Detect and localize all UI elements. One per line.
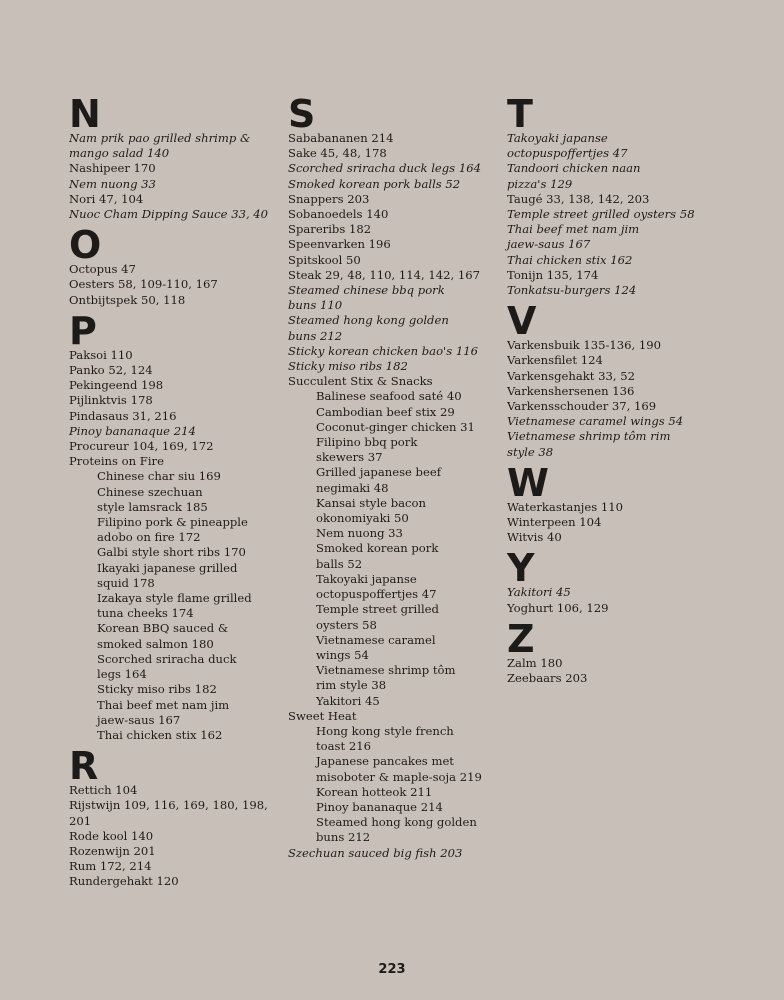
index-subentry: Galbi style short ribs 170: [97, 545, 246, 560]
index-entry: Rijstwijn 109, 116, 169, 180, 198,: [69, 798, 268, 813]
index-subentry: Vietnamese shrimp tôm: [316, 663, 456, 678]
index-subentry: Cambodian beef stix 29: [316, 404, 455, 419]
index-subentry: adobo on fire 172: [97, 530, 201, 545]
index-section-p: [69, 308, 284, 743]
section-letter: V: [507, 299, 536, 344]
index-subentry: Chinese char siu 169: [97, 469, 221, 484]
index-entry: Nori 47, 104: [69, 191, 144, 206]
index-subentry: jaew-saus 167: [97, 712, 181, 727]
index-subentry: Japanese pancakes met: [316, 754, 454, 769]
index-entry: Pinoy bananaque 214: [69, 423, 196, 438]
index-entry: Pijlinktvis 178: [69, 393, 153, 408]
index-subentry: Balinese seafood saté 40: [316, 389, 462, 404]
index-section-z: [507, 616, 722, 686]
index-entry: pizza's 129: [507, 176, 573, 191]
index-entry: Varkenshersenen 136: [507, 383, 635, 398]
index-entry: Taugé 33, 138, 142, 203: [507, 191, 650, 206]
index-entry: Sticky miso ribs 182: [288, 359, 408, 374]
index-section-y: [507, 546, 722, 615]
index-entry: Witvis 40: [507, 530, 562, 545]
index-entry: Vietnamese shrimp tôm rim: [507, 429, 671, 444]
index-subentry: Scorched sriracha duck: [97, 651, 237, 666]
index-subentry: octopuspoffertjes 47: [316, 587, 437, 602]
index-subentry: style lamsrack 185: [97, 499, 208, 514]
index-entry: Temple street grilled oysters 58: [507, 207, 695, 222]
index-section-s: [288, 92, 503, 861]
index-entry: Panko 52, 124: [69, 363, 153, 378]
index-entry: Nem nuong 33: [69, 176, 156, 191]
index-entry: Winterpeen 104: [507, 515, 602, 530]
page-number: 223: [378, 962, 406, 977]
section-letter: T: [507, 92, 532, 136]
index-subentry: misoboter & maple-soja 219: [316, 769, 482, 784]
section-letter: W: [507, 460, 548, 505]
index-subentry: Filipino pork & pineapple: [97, 515, 248, 530]
index-entry: Octopus 47: [69, 262, 136, 277]
index-subentry: balls 52: [316, 556, 363, 571]
index-entry: Procureur 104, 169, 172: [69, 439, 214, 454]
index-entry: Tonkatsu-burgers 124: [507, 283, 637, 298]
index-entry: Tandoori chicken naan: [507, 161, 641, 176]
index-entry: Varkensfilet 124: [507, 353, 603, 368]
index-column-1: [69, 92, 284, 894]
index-entry: Varkensbuik 135-136, 190: [507, 338, 662, 353]
index-column-3: [507, 92, 722, 690]
section-letter: O: [69, 223, 101, 268]
index-subentry: Steamed hong kong golden: [316, 815, 477, 830]
index-subentry: smoked salmon 180: [97, 636, 214, 651]
index-entry: style 38: [507, 444, 554, 459]
section-letter: N: [69, 92, 100, 136]
index-subentry: Izakaya style flame grilled: [97, 591, 252, 606]
index-subentry: Korean BBQ sauced &: [97, 621, 229, 636]
index-entry: buns 212: [288, 328, 343, 343]
index-section-o: [69, 223, 284, 308]
index-subentry: squid 178: [97, 575, 155, 590]
index-entry: Pekingeend 198: [69, 378, 164, 393]
index-entry: Steamed hong kong golden: [288, 313, 449, 328]
index-entry: Zalm 180: [507, 655, 563, 670]
index-subentry: Yakitori 45: [316, 693, 380, 708]
index-subentry: tuna cheeks 174: [97, 606, 194, 621]
index-entry: Rode kool 140: [69, 828, 154, 843]
index-entry: Nam prik pao grilled shrimp &: [69, 131, 251, 145]
index-subentry: Smoked korean pork: [316, 541, 439, 556]
index-entry: Vietnamese caramel wings 54: [507, 414, 684, 429]
index-section-v: [507, 299, 722, 460]
index-entry: Tonijn 135, 174: [507, 267, 599, 282]
index-entry: Zeebaars 203: [507, 671, 588, 686]
index-subentry: Pinoy bananaque 214: [316, 799, 443, 814]
index-subentry: rim style 38: [316, 678, 387, 693]
index-subentry: Takoyaki japanse: [316, 571, 417, 586]
index-entry: Thai beef met nam jim: [507, 222, 640, 237]
index-subentry: skewers 37: [316, 450, 383, 465]
index-section-t: [507, 92, 722, 298]
index-entry: Sake 45, 48, 178: [288, 146, 387, 161]
index-entry: Steamed chinese bbq pork: [288, 283, 445, 298]
index-subentry: Filipino bbq pork: [316, 435, 418, 450]
index-section-w: [507, 460, 722, 546]
index-entry: Sobanoedels 140: [288, 207, 389, 222]
index-entry: buns 110: [288, 298, 343, 313]
section-letter: Y: [507, 546, 534, 591]
index-entry: Nuoc Cham Dipping Sauce 33, 40: [69, 207, 269, 222]
index-subentry: Nem nuong 33: [316, 526, 403, 541]
index-entry: Waterkastanjes 110: [507, 499, 624, 514]
index-entry: Scorched sriracha duck legs 164: [288, 161, 481, 176]
index-subentry: toast 216: [316, 739, 371, 754]
section-letter: Z: [507, 616, 534, 661]
index-entry: Rum 172, 214: [69, 859, 152, 874]
index-entry: Rettich 104: [69, 783, 138, 798]
section-letter: P: [69, 308, 96, 353]
index-entry: Takoyaki japanse: [507, 131, 608, 145]
index-entry: Speenvarken 196: [288, 237, 391, 252]
index-section-n: [69, 92, 284, 222]
index-subentry: Thai beef met nam jim: [97, 697, 230, 712]
index-subentry: legs 164: [97, 667, 147, 682]
index-subentry: Vietnamese caramel: [316, 632, 436, 647]
index-entry: Proteins on Fire: [69, 454, 164, 469]
index-subentry: Coconut-ginger chicken 31: [316, 419, 475, 434]
index-subentry: Sticky miso ribs 182: [97, 682, 217, 697]
index-entry: Varkensgehakt 33, 52: [507, 368, 635, 383]
index-subentry: Kansai style bacon: [316, 495, 426, 510]
index-subentry: Temple street grilled: [316, 602, 439, 617]
index-entry: Paksoi 110: [69, 347, 133, 362]
index-entry: Sticky korean chicken bao's 116: [288, 343, 479, 358]
index-entry: Snappers 203: [288, 191, 370, 206]
index-entry: Rozenwijn 201: [69, 843, 156, 858]
index-entry: Pindasaus 31, 216: [69, 408, 177, 423]
index-entry: Thai chicken stix 162: [507, 252, 633, 267]
index-entry: Oesters 58, 109-110, 167: [69, 277, 218, 292]
index-entry: Ontbijtspek 50, 118: [69, 292, 186, 307]
index-subentry: Ikayaki japanese grilled: [97, 560, 238, 575]
index-entry: Spareribs 182: [288, 222, 372, 237]
index-subentry: okonomiyaki 50: [316, 511, 409, 526]
index-entry: Nashipeer 170: [69, 161, 156, 176]
index-subentry: Korean hotteok 211: [316, 784, 433, 799]
index-subentry: negimaki 48: [316, 480, 389, 495]
index-subentry: Hong kong style french: [316, 723, 454, 738]
index-subentry: buns 212: [316, 830, 371, 845]
index-entry: Smoked korean pork balls 52: [288, 176, 461, 191]
index-section-r: [69, 744, 284, 889]
section-letter: S: [288, 92, 315, 136]
index-entry: Succulent Stix & Snacks: [288, 374, 433, 389]
index-entry: Steak 29, 48, 110, 114, 142, 167: [288, 267, 480, 282]
index-subentry: Grilled japanese beef: [316, 465, 441, 480]
index-entry: jaew-saus 167: [507, 237, 591, 252]
index-entry: Szechuan sauced big fish 203: [288, 845, 463, 860]
index-subentry: wings 54: [316, 647, 369, 662]
index-entry: Varkensschouder 37, 169: [507, 399, 657, 414]
index-column-2: [288, 92, 503, 865]
index-entry: Spitskool 50: [288, 252, 361, 267]
index-subentry: Thai chicken stix 162: [97, 727, 223, 742]
index-subentry: oysters 58: [316, 617, 377, 632]
index-entry: octopuspoffertjes 47: [507, 146, 628, 161]
index-entry: Rundergehakt 120: [69, 874, 179, 889]
index-subentry: Chinese szechuan: [97, 484, 203, 499]
index-entry: Yoghurt 106, 129: [507, 600, 609, 615]
section-letter: R: [69, 744, 98, 789]
index-entry: mango salad 140: [69, 146, 170, 161]
index-entry: Sababananen 214: [288, 131, 394, 145]
index-entry: Sweet Heat: [288, 708, 357, 723]
index-entry: Yakitori 45: [507, 585, 571, 600]
index-entry: 201: [69, 813, 92, 828]
